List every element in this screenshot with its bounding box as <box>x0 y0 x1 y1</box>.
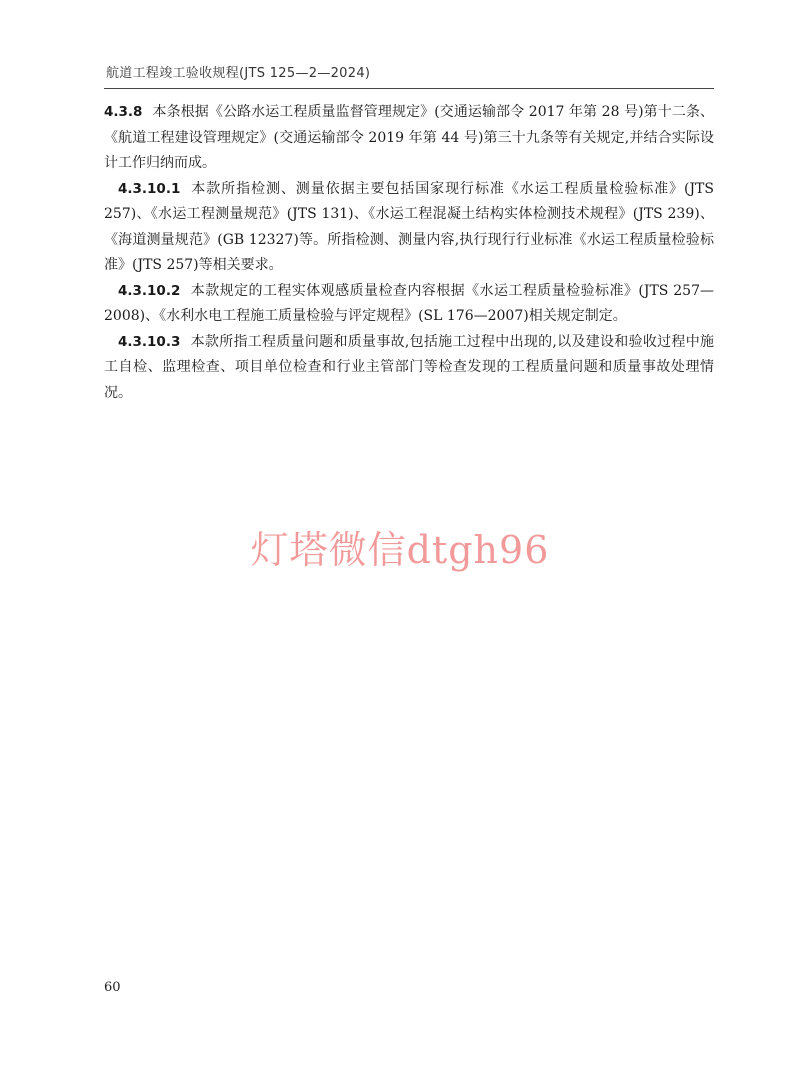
paragraph-4-3-10-1 <box>104 177 714 279</box>
clause-number: 4.3.10.2 <box>118 282 181 299</box>
watermark-text: 灯塔微信dtgh96 <box>250 528 550 572</box>
page-number: 60 <box>104 980 121 995</box>
paragraph-text: 本款规定的工程实体观感质量检查内容根据《水运工程质量检验标准》(JTS 257—2008)、《水利水电工程施工质量检验与评定规程》(SL 176—2007)相关规定制定。 <box>104 282 714 324</box>
header-divider <box>104 88 714 89</box>
clause-number: 4.3.10.3 <box>118 333 181 350</box>
body-text <box>104 100 714 406</box>
running-header-title: 航道工程竣工验收规程(JTS 125—2—2024) <box>106 66 371 81</box>
paragraph-text: 本条根据《公路水运工程质量监督管理规定》(交通运输部令 2017 年第 28 号)第十二条、《航道工程建设管理规定》(交通运输部令 2019 年第 44 号)第三十九条等有关规定,并结合实际设计工作归纳而成。 <box>104 104 714 171</box>
paragraph-4-3-10-2 <box>104 279 714 330</box>
paragraph-4-3-8 <box>104 100 714 177</box>
clause-number: 4.3.8 <box>104 104 143 120</box>
paragraph-text: 本款所指检测、测量依据主要包括国家现行标准《水运工程质量检验标准》(JTS 257)、《水运工程测量规范》(JTS 131)、《水运工程混凝土结构实体检测技术规程》(JTS 239)、《海道测量规范》(GB 12327)等。所指检测、测量内容,执行现行行业标准《水运工程质量检验标准》(JTS 257)等相关要求。 <box>104 180 714 273</box>
paragraph-4-3-10-3 <box>104 330 714 407</box>
paragraph-text: 本款所指工程质量问题和质量事故,包括施工过程中出现的,以及建设和验收过程中施工自检、监理检查、项目单位检查和行业主管部门等检查发现的工程质量问题和质量事故处理情况。 <box>104 333 714 401</box>
clause-number: 4.3.10.1 <box>118 180 181 197</box>
